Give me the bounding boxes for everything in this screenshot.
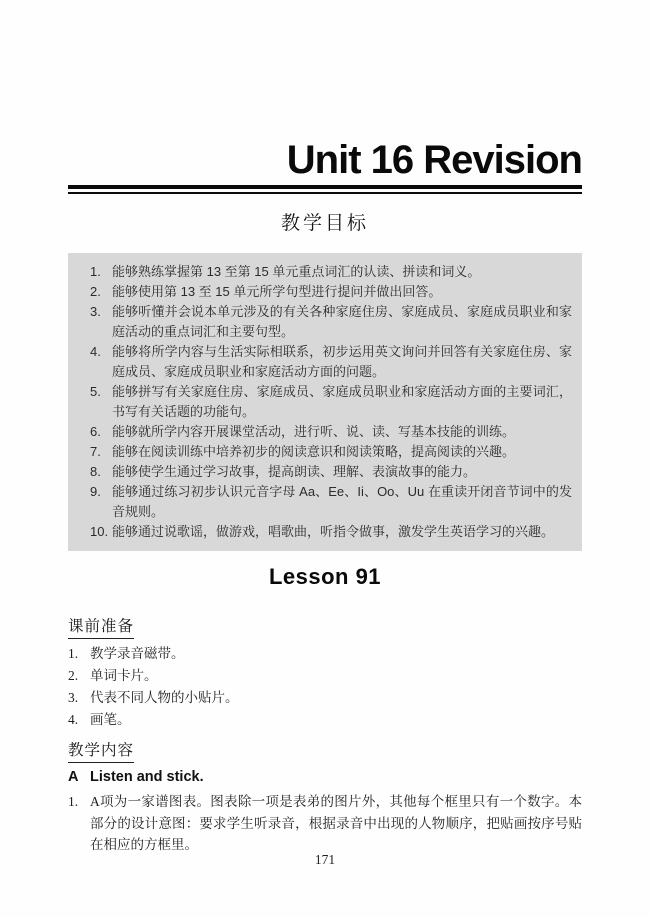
- preparation-number: 3.: [68, 690, 79, 705]
- objective-text: 能够使用第 13 至 15 单元所学句型进行提问并做出回答。: [112, 284, 442, 299]
- objective-text: 能够拼写有关家庭住房、家庭成员、家庭成员职业和家庭活动方面的主要词汇，书写有关话题的功能句。: [112, 384, 572, 419]
- preparation-item: [68, 665, 582, 687]
- objective-item: [68, 422, 572, 442]
- page-number: 171: [314, 852, 336, 867]
- preparation-text: 教学录音磁带。: [90, 646, 185, 661]
- objective-item: [68, 302, 572, 342]
- activity-a-heading: [68, 768, 582, 787]
- title-underline-thin: [68, 192, 582, 194]
- objective-item: [68, 482, 572, 522]
- objective-text: 能够使学生通过学习故事，提高朗读、理解、表演故事的能力。: [112, 464, 477, 479]
- objective-text: 能够在阅读训练中培养初步的阅读意识和阅读策略，提高阅读的兴趣。: [112, 444, 516, 459]
- objectives-panel: [68, 253, 582, 551]
- objective-item: [68, 342, 572, 382]
- objective-text: 能够通过说歌谣，做游戏，唱歌曲，听指令做事，激发学生英语学习的兴趣。: [112, 524, 555, 539]
- objective-text: 能够通过练习初步认识元音字母 Aa、Ee、Ii、Oo、Uu 在重读开闭音节词中的发音规则。: [112, 484, 572, 519]
- teaching-content-heading-text: 教学内容: [68, 741, 134, 763]
- objective-item: [68, 382, 572, 422]
- activity-a-item-text: A项为一家谱图表。图表除一项是表弟的图片外，其他每个框里只有一个数字。本部分的设计意图：要求学生听录音，根据录音中出现的人物顺序，把贴画按序号贴在相应的方框里。: [90, 794, 582, 852]
- objective-number: 9.: [90, 484, 101, 499]
- preparation-heading-text: 课前准备: [68, 617, 134, 639]
- preparation-item: [68, 709, 582, 731]
- objective-item: [68, 282, 572, 302]
- unit-title: Unit 16 Revision: [286, 138, 582, 182]
- title-underline-thick: [68, 185, 582, 189]
- objective-item: [68, 442, 572, 462]
- objective-text: 能够熟练掌握第 13 至第 15 单元重点词汇的认读、拼读和词义。: [112, 264, 481, 279]
- objective-item: [68, 522, 572, 542]
- objective-text: 能够将所学内容与生活实际相联系，初步运用英文询问并回答有关家庭住房、家庭成员、家庭成员职业和家庭活动方面的问题。: [112, 344, 572, 379]
- objective-number: 7.: [90, 444, 101, 459]
- preparation-text: 单词卡片。: [90, 668, 158, 683]
- preparation-number: 1.: [68, 646, 79, 661]
- objective-number: 10.: [90, 524, 109, 539]
- objective-number: 2.: [90, 284, 101, 299]
- preparation-number: 4.: [68, 712, 79, 727]
- activity-a-item-number: 1.: [68, 794, 79, 809]
- objectives-heading: 教学目标: [280, 213, 369, 234]
- preparation-text: 画笔。: [90, 712, 131, 727]
- title-underline: [68, 185, 582, 194]
- objective-text: 能够就所学内容开展课堂活动，进行听、说、读、写基本技能的训练。: [112, 424, 516, 439]
- objective-item: [68, 462, 572, 482]
- preparation-item: [68, 643, 582, 665]
- teaching-content-heading: [68, 741, 582, 763]
- preparation-item: [68, 687, 582, 709]
- activity-a-label: A: [68, 769, 79, 785]
- activity-a-title: Listen and stick.: [90, 769, 204, 785]
- objective-number: 1.: [90, 264, 101, 279]
- preparation-number: 2.: [68, 668, 79, 683]
- preparation-text: 代表不同人物的小贴片。: [90, 690, 239, 705]
- objective-number: 8.: [90, 464, 101, 479]
- page-content: [68, 0, 582, 856]
- objective-number: 6.: [90, 424, 101, 439]
- objective-number: 5.: [90, 384, 101, 399]
- preparation-heading: [68, 617, 582, 639]
- objective-number: 4.: [90, 344, 101, 359]
- lesson-heading: Lesson 91: [268, 564, 382, 589]
- objective-item: [68, 262, 572, 282]
- preparation-list: [68, 643, 582, 731]
- activity-a-item: [68, 791, 582, 856]
- objective-text: 能够听懂并会说本单元涉及的有关各种家庭住房、家庭成员、家庭成员职业和家庭活动的重点词汇和主要句型。: [112, 304, 572, 339]
- objective-number: 3.: [90, 304, 101, 319]
